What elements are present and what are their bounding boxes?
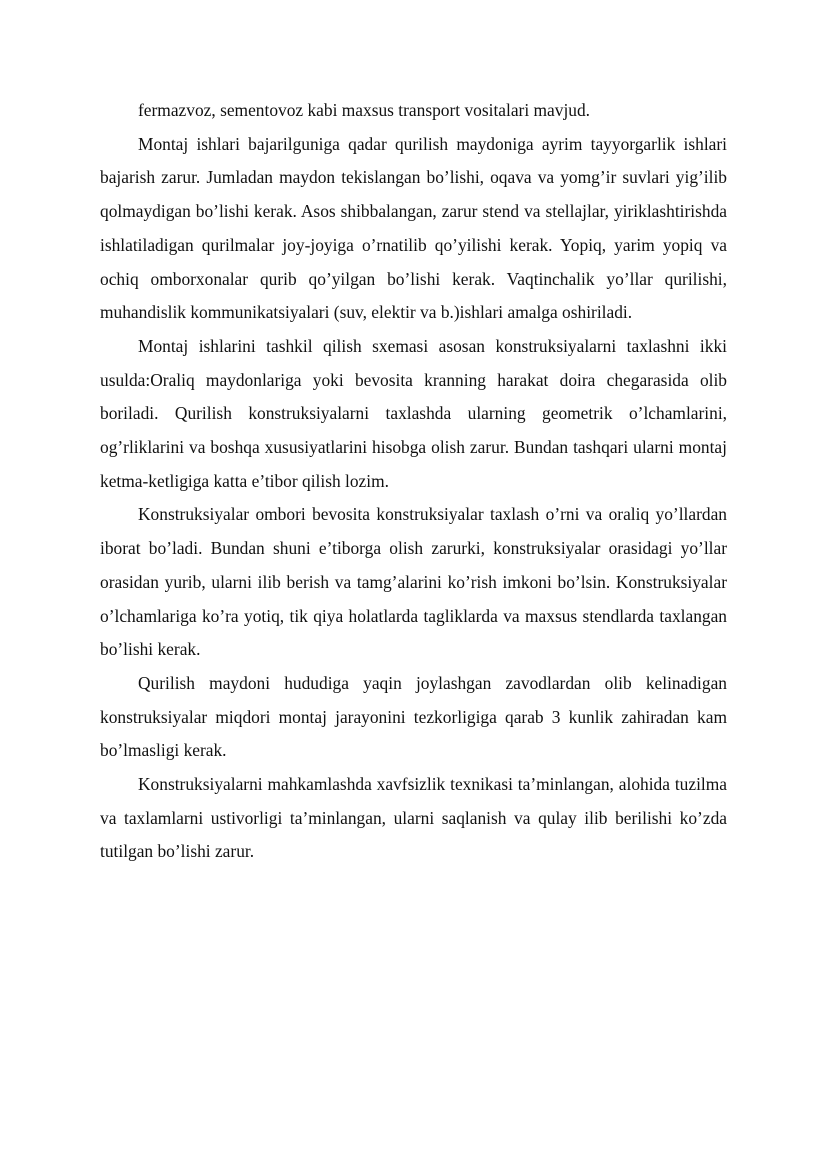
- paragraph-safety-requirements: Konstruksiyalarni mahkamlashda xavfsizlik texnikasi ta’minlangan, alohida tuzilma va taxlamlarni ustivorligi ta’minlangan, ularni saqlanish va qulay ilib berilishi ko’zda tutilgan bo’lishi zarur.: [100, 774, 727, 862]
- paragraph-transport-vehicles: fermazvoz, sementovoz kabi maxsus transport vositalari mavjud.: [138, 100, 591, 120]
- paragraph-supply-reserve: Qurilish maydoni hududiga yaqin joylashgan zavodlardan olib kelinadigan konstruksiyalar miqdori montaj jarayonini tezkorligiga qarab 3 kunlik zahiradan kam bo’lmasligi kerak.: [100, 672, 727, 761]
- paragraph-storage-yard: Konstruksiyalar ombori bevosita konstruksiyalar taxlash o’rni va oraliq yo’llardan iborat bo’ladi. Bundan shuni e’tiborga olish zarurki, konstruksiyalar orasidagi yo’llar orasidan yurib, ularni ilib berish va tamg’alarini ko’rish imkoni bo’lsin. Konstruksiyalar o’lchamlariga ko’ra yotiq, tik qiya holatlarda tagliklarda va maxsus stendlarda taxlangan bo’lishi kerak.: [100, 504, 727, 660]
- paragraph-stacking-scheme: Montaj ishlarini tashkil qilish sxemasi asosan konstruksiyalarni taxlashni ikki usulda:Oraliq maydonlariga yoki bevosita kranning harakat doira chegarasida olib boriladi. Qurilish konstruksiyalarni taxlashda ularning geometrik o’lchamlarini, og’rliklarini va boshqa xususiyatlarini hisobga olish zarur. Bundan tashqari ularni montaj ketma-ketligiga katta e’tibor qilish lozim.: [100, 335, 727, 491]
- document-body: [100, 94, 727, 869]
- paragraph-site-preparation: Montaj ishlari bajarilguniga qadar qurilish maydoniga ayrim tayyorgarlik ishlari bajarish zarur. Jumladan maydon tekislangan bo’lishi, oqava va yomg’ir suvlari yig’ilib qolmaydigan bo’lishi kerak. Asos shibbalangan, zarur stend va stellajlar, yiriklashtirishda ishlatiladigan qurilmalar joy-joyiga o’rnatilib qo’yilishi kerak. Yopiq, yarim yopiq va ochiq omborxonalar qurib qo’yilgan bo’lishi kerak. Vaqtinchalik yo’llar qurilishi, muhandislik kommunikatsiyalari (suv, elektir va b.)ishlari amalga oshiriladi.: [100, 133, 727, 323]
